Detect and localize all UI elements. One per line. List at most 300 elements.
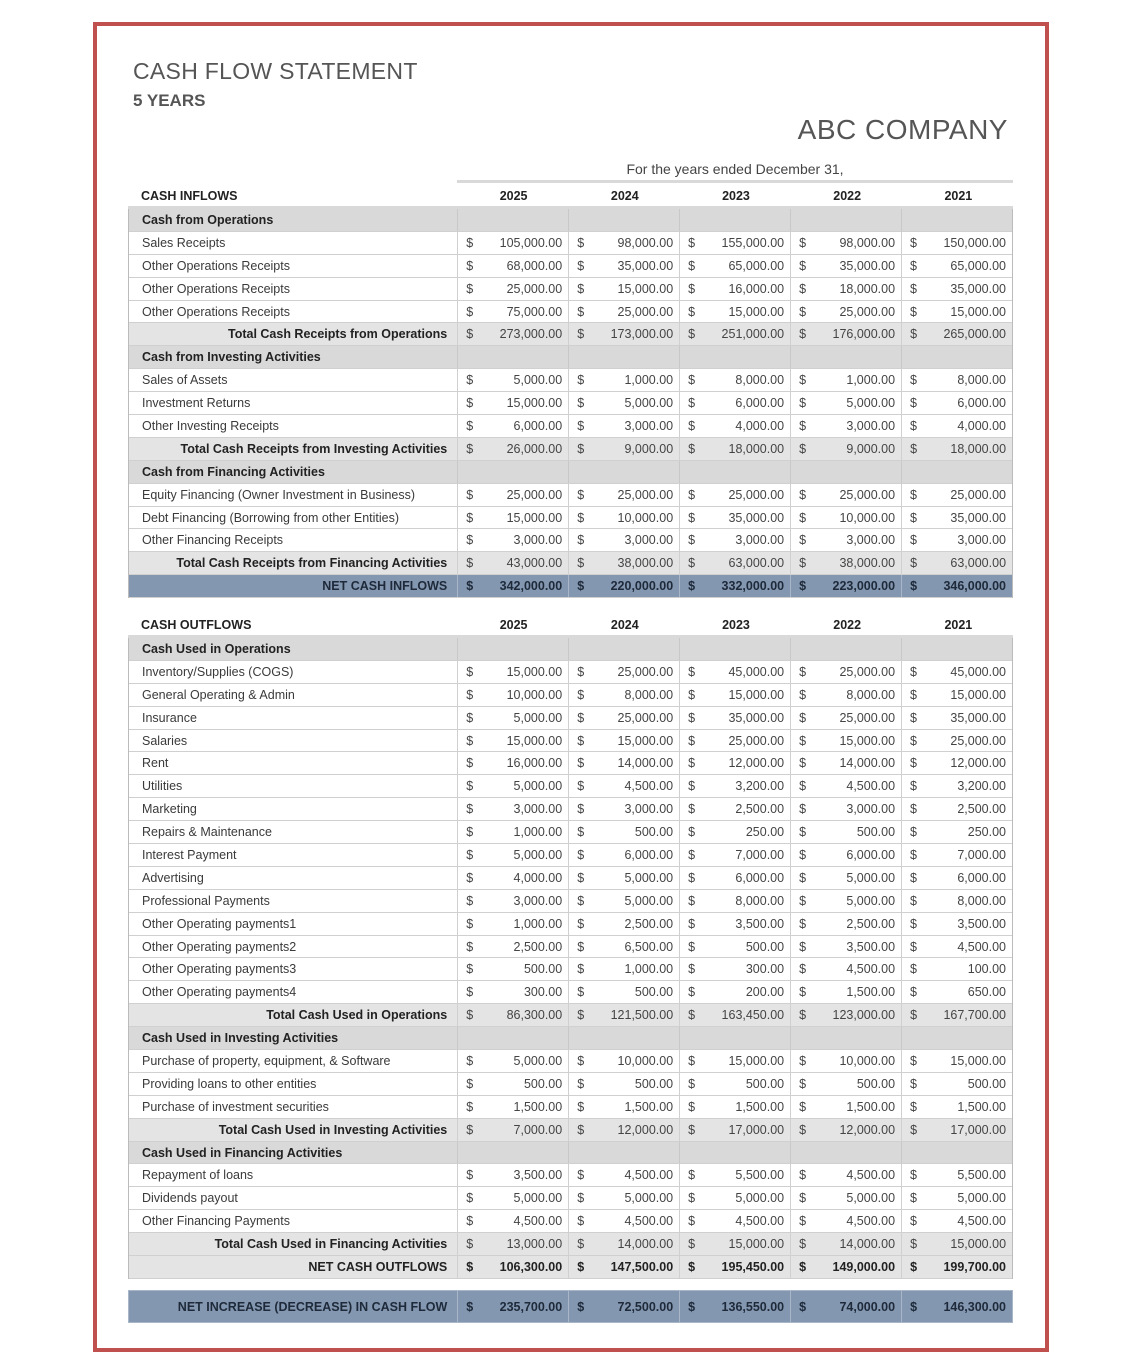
section-row [129, 346, 1012, 369]
amount-cell [568, 392, 679, 414]
amount-value: 3,000.00 [846, 418, 896, 433]
currency-symbol: $ [688, 802, 696, 817]
currency-symbol: $ [466, 1214, 474, 1229]
amount-value: 8,000.00 [957, 373, 1006, 388]
amount-cell [568, 1256, 679, 1278]
amount-cell [568, 255, 679, 277]
table-row [129, 1210, 1012, 1233]
amount-value: 155,000.00 [721, 235, 785, 250]
amount-cell [568, 552, 679, 574]
currency-symbol: $ [799, 847, 807, 862]
amount-cell [568, 575, 679, 597]
amount-cell [901, 1119, 1012, 1141]
year-header: 2024 [610, 188, 639, 203]
amount-value: 4,500.00 [624, 1214, 674, 1229]
amount-value: 251,000.00 [721, 327, 785, 342]
section-row [129, 638, 1012, 661]
currency-symbol: $ [466, 441, 474, 456]
currency-symbol: $ [688, 825, 696, 840]
company-name: ABC COMPANY [797, 114, 1008, 145]
row-label: General Operating & Admin [142, 687, 295, 702]
amount-cell [679, 415, 790, 437]
year-header: 2025 [499, 617, 528, 632]
amount-cell [679, 346, 790, 368]
amount-cell [790, 484, 901, 506]
currency-symbol: $ [688, 870, 696, 885]
amount-cell [457, 913, 568, 935]
amount-value: 342,000.00 [499, 579, 563, 594]
currency-symbol: $ [466, 664, 474, 679]
currency-symbol: $ [577, 396, 585, 411]
amount-cell [790, 1050, 901, 1072]
amount-cell [568, 438, 679, 460]
currency-symbol: $ [910, 258, 917, 273]
amount-cell [457, 507, 568, 529]
amount-cell [901, 323, 1012, 345]
currency-symbol: $ [688, 418, 696, 433]
amount-cell [568, 958, 679, 980]
currency-symbol: $ [799, 533, 807, 548]
table-body [128, 209, 1013, 598]
amount-value: 3,000.00 [513, 893, 563, 908]
amount-cell [457, 752, 568, 774]
amount-value: 3,000.00 [957, 533, 1006, 548]
currency-symbol: $ [910, 487, 917, 502]
row-label: Cash Used in Operations [142, 641, 291, 656]
currency-symbol: $ [577, 664, 585, 679]
amount-cell [457, 529, 568, 551]
currency-symbol: $ [799, 510, 807, 525]
amount-value: 17,000.00 [950, 1122, 1007, 1137]
amount-cell [457, 1291, 568, 1322]
currency-symbol: $ [466, 733, 474, 748]
section-heading: CASH OUTFLOWS [141, 617, 252, 632]
net-change-table [128, 1290, 1013, 1323]
table-row [129, 255, 1012, 278]
currency-symbol: $ [910, 1214, 917, 1229]
row-label: Repairs & Maintenance [142, 825, 272, 840]
currency-symbol: $ [799, 1099, 807, 1114]
amount-cell [457, 981, 568, 1003]
currency-symbol: $ [466, 1099, 474, 1114]
currency-symbol: $ [688, 304, 696, 319]
amount-value: 176,000.00 [832, 327, 896, 342]
currency-symbol: $ [910, 893, 917, 908]
amount-cell [790, 575, 901, 597]
currency-symbol: $ [799, 579, 807, 594]
amount-value: 3,000.00 [624, 533, 674, 548]
currency-symbol: $ [688, 687, 696, 702]
row-label: Other Operating payments2 [142, 939, 297, 954]
amount-value: 4,500.00 [846, 1214, 896, 1229]
amount-value: 1,500.00 [624, 1099, 674, 1114]
currency-symbol: $ [688, 1259, 696, 1274]
amount-value: 1,500.00 [846, 1099, 896, 1114]
currency-symbol: $ [799, 710, 807, 725]
currency-symbol: $ [688, 510, 696, 525]
table-row [129, 913, 1012, 936]
amount-value: 25,000.00 [617, 664, 674, 679]
amount-value: 25,000.00 [506, 487, 563, 502]
amount-cell [790, 1096, 901, 1118]
amount-cell [568, 529, 679, 551]
amount-cell [790, 1027, 901, 1049]
currency-symbol: $ [688, 1076, 696, 1091]
currency-symbol: $ [466, 916, 474, 931]
amount-cell [679, 1164, 790, 1186]
currency-symbol: $ [688, 281, 696, 296]
amount-cell [901, 707, 1012, 729]
amount-value: 3,000.00 [513, 802, 563, 817]
amount-cell [679, 775, 790, 797]
amount-cell [457, 1187, 568, 1209]
amount-value: 12,000.00 [617, 1122, 674, 1137]
currency-symbol: $ [799, 258, 807, 273]
row-label: NET INCREASE (DECREASE) IN CASH FLOW [177, 1299, 448, 1314]
amount-value: 300.00 [745, 962, 785, 977]
currency-symbol: $ [688, 1237, 696, 1252]
amount-cell [901, 730, 1012, 752]
total-row [129, 1004, 1012, 1027]
amount-value: 300.00 [523, 985, 563, 1000]
amount-value: 25,000.00 [728, 487, 785, 502]
amount-cell [901, 913, 1012, 935]
currency-symbol: $ [799, 916, 807, 931]
currency-symbol: $ [688, 893, 696, 908]
document-subtitle: 5 YEARS [133, 91, 206, 110]
amount-cell [457, 775, 568, 797]
amount-cell [457, 1256, 568, 1278]
amount-value: 121,500.00 [610, 1008, 674, 1023]
amount-value: 45,000.00 [728, 664, 785, 679]
table-row [129, 1096, 1012, 1119]
currency-symbol: $ [577, 779, 585, 794]
amount-cell [679, 392, 790, 414]
currency-symbol: $ [466, 710, 474, 725]
currency-symbol: $ [688, 556, 696, 571]
amount-value: 65,000.00 [950, 258, 1006, 273]
table-row [129, 890, 1012, 913]
amount-value: 35,000.00 [728, 710, 785, 725]
amount-cell [679, 707, 790, 729]
amount-value: 147,500.00 [610, 1259, 674, 1274]
currency-symbol: $ [577, 373, 585, 388]
amount-value: 2,500.00 [624, 916, 674, 931]
row-label: NET CASH INFLOWS [322, 579, 448, 594]
amount-value: 273,000.00 [499, 327, 563, 342]
currency-symbol: $ [799, 664, 807, 679]
currency-symbol: $ [799, 939, 807, 954]
amount-cell [679, 1256, 790, 1278]
currency-symbol: $ [799, 802, 807, 817]
amount-cell [901, 255, 1012, 277]
section-row [129, 1027, 1012, 1050]
amount-cell [679, 552, 790, 574]
currency-symbol: $ [799, 1237, 807, 1252]
document-title: CASH FLOW STATEMENT [133, 58, 418, 84]
amount-cell [568, 1142, 679, 1164]
amount-cell [901, 575, 1012, 597]
amount-value: 8,000.00 [957, 893, 1006, 908]
amount-value: 15,000.00 [950, 1237, 1007, 1252]
currency-symbol: $ [910, 916, 917, 931]
amount-cell [679, 461, 790, 483]
amount-cell [790, 255, 901, 277]
net-change-row [128, 1290, 1013, 1323]
amount-value: 1,000.00 [513, 825, 563, 840]
currency-symbol: $ [466, 418, 474, 433]
amount-cell [568, 507, 679, 529]
amount-cell [457, 415, 568, 437]
table-row [129, 684, 1012, 707]
currency-symbol: $ [577, 1214, 585, 1229]
total-row [129, 552, 1012, 575]
amount-cell [457, 844, 568, 866]
amount-cell [790, 552, 901, 574]
amount-cell [790, 752, 901, 774]
amount-cell [679, 752, 790, 774]
amount-cell [790, 369, 901, 391]
amount-value: 223,000.00 [832, 579, 896, 594]
amount-cell [790, 730, 901, 752]
amount-cell [901, 209, 1012, 231]
row-label: Other Operations Receipts [142, 258, 290, 273]
currency-symbol: $ [577, 258, 585, 273]
row-label: Other Operating payments1 [142, 916, 297, 931]
table-row [129, 707, 1012, 730]
amount-cell [679, 1142, 790, 1164]
row-label: Salaries [142, 733, 188, 748]
year-header: 2021 [944, 617, 973, 632]
table-body [128, 638, 1013, 1279]
amount-value: 106,300.00 [499, 1259, 563, 1274]
amount-value: 10,000.00 [839, 1053, 896, 1068]
row-label: Purchase of investment securities [142, 1099, 329, 1114]
currency-symbol: $ [577, 733, 585, 748]
amount-value: 500.00 [745, 939, 785, 954]
amount-value: 332,000.00 [721, 579, 785, 594]
amount-value: 1,500.00 [735, 1099, 785, 1114]
amount-value: 18,000.00 [839, 281, 896, 296]
amount-cell [679, 232, 790, 254]
currency-symbol: $ [910, 1099, 917, 1114]
amount-cell [568, 890, 679, 912]
currency-symbol: $ [910, 396, 917, 411]
amount-value: 15,000.00 [728, 687, 785, 702]
currency-symbol: $ [577, 510, 585, 525]
amount-cell [679, 1291, 790, 1322]
amount-cell [901, 438, 1012, 460]
row-label: Total Cash Receipts from Investing Activities [180, 441, 448, 456]
total-row [129, 1233, 1012, 1256]
amount-cell [679, 1119, 790, 1141]
amount-cell [679, 913, 790, 935]
amount-value: 68,000.00 [506, 258, 563, 273]
currency-symbol: $ [799, 441, 807, 456]
amount-cell [790, 844, 901, 866]
amount-value: 6,000.00 [513, 418, 563, 433]
amount-value: 35,000.00 [617, 258, 674, 273]
currency-symbol: $ [910, 687, 917, 702]
amount-cell [457, 575, 568, 597]
amount-cell [457, 255, 568, 277]
currency-symbol: $ [799, 556, 807, 571]
amount-cell [790, 661, 901, 683]
amount-value: 15,000.00 [506, 664, 563, 679]
cash-inflows-table [128, 185, 1013, 598]
row-label: Other Operations Receipts [142, 281, 290, 296]
amount-cell [457, 798, 568, 820]
amount-cell [679, 278, 790, 300]
amount-value: 5,000.00 [513, 710, 563, 725]
amount-value: 4,000.00 [957, 418, 1006, 433]
amount-cell [790, 1142, 901, 1164]
currency-symbol: $ [799, 1299, 807, 1314]
amount-value: 6,000.00 [735, 396, 785, 411]
amount-cell [457, 392, 568, 414]
amount-value: 500.00 [745, 1076, 785, 1091]
period-caption: For the years ended December 31, [626, 161, 844, 177]
amount-cell [679, 255, 790, 277]
amount-cell [679, 661, 790, 683]
amount-cell [901, 1187, 1012, 1209]
currency-symbol: $ [688, 779, 696, 794]
currency-symbol: $ [577, 556, 585, 571]
row-label: Other Investing Receipts [142, 418, 279, 433]
currency-symbol: $ [466, 533, 474, 548]
amount-cell [790, 936, 901, 958]
amount-cell [901, 890, 1012, 912]
currency-symbol: $ [910, 1008, 918, 1023]
currency-symbol: $ [799, 756, 807, 771]
amount-cell [568, 209, 679, 231]
amount-cell [568, 1096, 679, 1118]
amount-value: 4,500.00 [846, 962, 896, 977]
amount-cell [790, 981, 901, 1003]
row-label: Dividends payout [142, 1191, 238, 1206]
amount-cell [568, 661, 679, 683]
amount-cell [790, 638, 901, 660]
year-header: 2023 [722, 617, 750, 632]
amount-value: 63,000.00 [950, 556, 1007, 571]
row-label: Total Cash Receipts from Financing Activities [176, 556, 448, 571]
currency-symbol: $ [910, 510, 917, 525]
currency-symbol: $ [799, 1076, 807, 1091]
amount-value: 16,000.00 [506, 756, 563, 771]
currency-symbol: $ [910, 327, 918, 342]
amount-value: 500.00 [856, 1076, 896, 1091]
amount-value: 25,000.00 [617, 487, 674, 502]
currency-symbol: $ [577, 579, 585, 594]
amount-value: 3,500.00 [735, 916, 785, 931]
amount-value: 149,000.00 [832, 1259, 896, 1274]
amount-value: 75,000.00 [506, 304, 563, 319]
amount-value: 500.00 [634, 985, 674, 1000]
amount-cell [679, 1004, 790, 1026]
amount-cell [679, 1233, 790, 1255]
amount-cell [457, 232, 568, 254]
currency-symbol: $ [910, 779, 917, 794]
amount-cell [901, 844, 1012, 866]
amount-cell [679, 936, 790, 958]
amount-value: 4,500.00 [735, 1214, 785, 1229]
currency-symbol: $ [466, 756, 474, 771]
currency-symbol: $ [910, 870, 917, 885]
amount-cell [568, 1004, 679, 1026]
amount-cell [790, 232, 901, 254]
currency-symbol: $ [799, 487, 807, 502]
currency-symbol: $ [910, 1168, 917, 1183]
amount-cell [568, 1050, 679, 1072]
amount-value: 17,000.00 [728, 1122, 785, 1137]
table-row [129, 301, 1012, 324]
currency-symbol: $ [799, 1053, 807, 1068]
amount-value: 3,500.00 [957, 916, 1006, 931]
table-row [129, 507, 1012, 530]
currency-symbol: $ [688, 579, 696, 594]
currency-symbol: $ [799, 304, 807, 319]
amount-cell [790, 415, 901, 437]
currency-symbol: $ [466, 1008, 474, 1023]
amount-cell [568, 1119, 679, 1141]
amount-cell [790, 1256, 901, 1278]
currency-symbol: $ [466, 870, 474, 885]
amount-value: 14,000.00 [839, 1237, 896, 1252]
table-row [129, 798, 1012, 821]
amount-cell [568, 707, 679, 729]
currency-symbol: $ [799, 327, 807, 342]
amount-value: 500.00 [856, 825, 896, 840]
amount-value: 14,000.00 [617, 756, 674, 771]
currency-symbol: $ [577, 939, 585, 954]
row-label: Total Cash Used in Operations [266, 1008, 448, 1023]
row-label: Investment Returns [142, 396, 251, 411]
row-label: Cash from Financing Activities [142, 464, 325, 479]
amount-value: 2,500.00 [735, 802, 785, 817]
amount-value: 5,000.00 [624, 396, 674, 411]
amount-cell [790, 529, 901, 551]
amount-value: 3,500.00 [513, 1168, 563, 1183]
amount-value: 123,000.00 [832, 1008, 896, 1023]
amount-value: 1,500.00 [846, 985, 896, 1000]
amount-value: 7,000.00 [513, 1122, 563, 1137]
currency-symbol: $ [799, 962, 807, 977]
section-row [129, 461, 1012, 484]
amount-cell [679, 821, 790, 843]
currency-symbol: $ [688, 962, 696, 977]
amount-cell [568, 844, 679, 866]
amount-value: 25,000.00 [839, 710, 896, 725]
amount-cell [568, 1027, 679, 1049]
amount-value: 25,000.00 [728, 733, 785, 748]
currency-symbol: $ [577, 281, 585, 296]
amount-value: 650.00 [967, 985, 1006, 1000]
table-row [129, 821, 1012, 844]
amount-cell [679, 369, 790, 391]
currency-symbol: $ [466, 1168, 474, 1183]
amount-cell [679, 529, 790, 551]
amount-value: 250.00 [967, 825, 1006, 840]
amount-value: 13,000.00 [506, 1237, 563, 1252]
amount-cell [457, 301, 568, 323]
currency-symbol: $ [577, 1099, 585, 1114]
amount-cell [568, 730, 679, 752]
currency-symbol: $ [466, 1076, 474, 1091]
amount-cell [790, 1164, 901, 1186]
amount-value: 4,500.00 [624, 1168, 674, 1183]
row-label: Rent [142, 756, 169, 771]
currency-symbol: $ [688, 664, 696, 679]
